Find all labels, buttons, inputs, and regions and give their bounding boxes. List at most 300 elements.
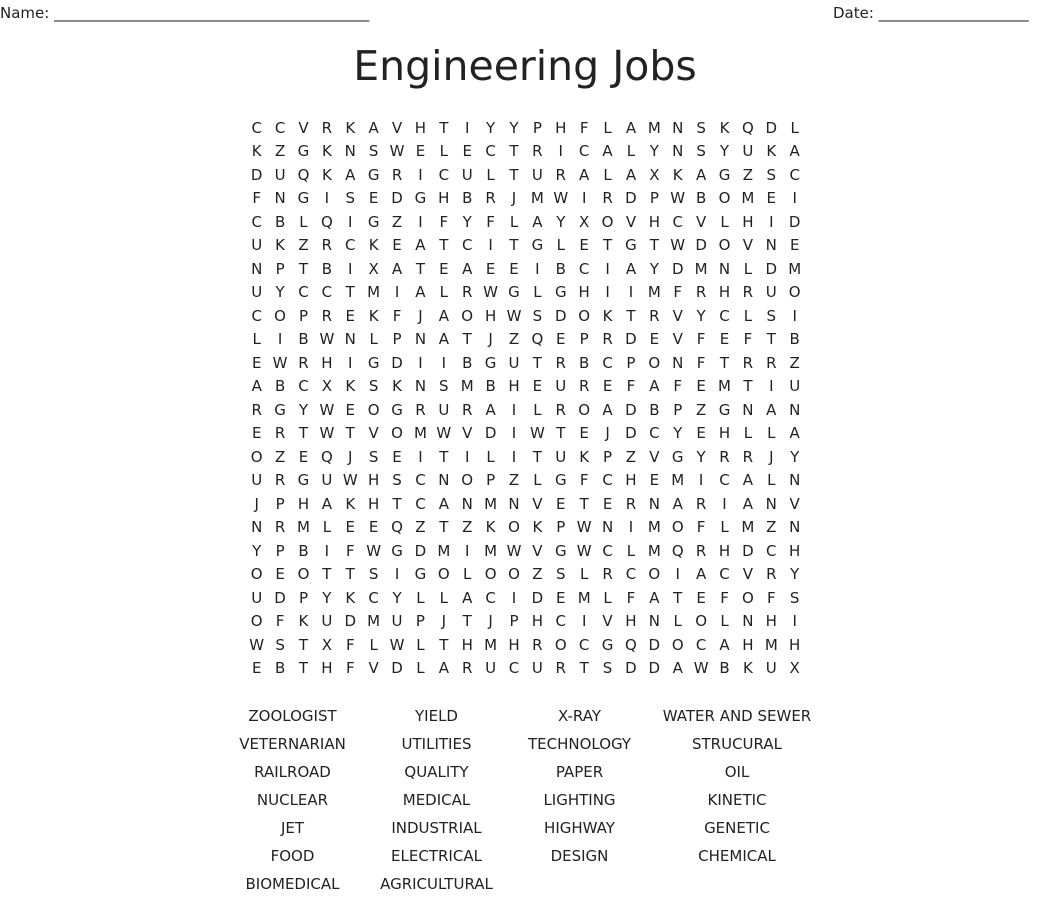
grid-letter: Z (415, 518, 426, 537)
grid-letter: E (556, 330, 566, 349)
word-list-item: DESIGN (550, 847, 609, 865)
grid-letter: H (438, 189, 450, 208)
word-list-item: AGRICULTURAL (380, 875, 493, 893)
grid-letter: T (649, 236, 659, 255)
word-list-item: FOOD (270, 847, 315, 865)
grid-letter: R (742, 283, 754, 302)
grid-letter: V (532, 541, 543, 560)
grid-letter: D (344, 612, 357, 631)
word-list-item: ZOOLOGIST (248, 707, 337, 725)
word-list-item: BIOMEDICAL (245, 875, 340, 893)
grid-letter: D (742, 541, 754, 560)
grid-letter: I (348, 353, 353, 372)
grid-letter: R (602, 330, 613, 349)
grid-letter: V (742, 236, 754, 255)
grid-letter: O (648, 353, 661, 372)
grid-letter: H (531, 612, 544, 631)
grid-letter: T (345, 424, 355, 443)
grid-letter: H (368, 494, 380, 513)
grid-letter: N (438, 471, 450, 490)
word-list-item: PAPER (555, 763, 604, 781)
grid-letter: E (392, 236, 402, 255)
grid-letter: L (416, 659, 425, 678)
grid-letter: S (696, 118, 706, 137)
grid-letter: I (535, 259, 540, 278)
grid-letter: H (742, 635, 754, 654)
grid-letter: N (718, 259, 731, 278)
grid-letter: C (298, 283, 309, 302)
grid-letter: R (649, 306, 660, 325)
grid-letter: W (272, 353, 288, 372)
grid-letter: N (789, 400, 801, 419)
grid-letter: K (368, 236, 379, 255)
grid-letter: C (368, 588, 379, 607)
word-list-item: YIELD (415, 707, 458, 725)
grid-letter: V (695, 212, 707, 231)
grid-letter: I (324, 541, 330, 560)
grid-letter: J (511, 189, 517, 208)
grid-letter: F (579, 471, 589, 490)
grid-letter: A (462, 259, 473, 278)
grid-letter: S (368, 565, 379, 584)
grid-letter: C (695, 635, 707, 654)
grid-letter: L (299, 212, 308, 231)
grid-letter: H (508, 635, 520, 654)
grid-letter: F (743, 330, 753, 349)
grid-letter: E (345, 306, 355, 325)
grid-letter: S (368, 142, 379, 161)
grid-letter: E (415, 142, 426, 161)
grid-letter: O (250, 612, 263, 631)
grid-letter: O (508, 565, 520, 584)
grid-letter: A (415, 236, 426, 255)
grid-letter: I (698, 471, 704, 490)
grid-letter: X (368, 259, 379, 278)
grid-letter: I (792, 306, 797, 325)
grid-letter: N (344, 330, 356, 349)
grid-letter: T (556, 424, 566, 443)
grid-letter: G (554, 541, 567, 560)
grid-letter: K (532, 518, 543, 537)
grid-letter: A (438, 330, 449, 349)
grid-letter: Q (391, 518, 403, 537)
grid-letter: W (319, 330, 335, 349)
grid-letter: T (626, 306, 636, 325)
grid-letter: M (460, 377, 474, 396)
grid-letter: X (321, 377, 332, 396)
grid-letter: T (462, 612, 472, 631)
grid-letter: R (532, 635, 543, 654)
grid-letter: E (532, 377, 543, 396)
grid-letter: L (743, 259, 753, 278)
grid-letter: O (367, 400, 380, 419)
grid-letter: R (251, 400, 262, 419)
grid-letter: A (625, 165, 637, 184)
grid-letter: O (250, 565, 263, 584)
grid-letter: Z (391, 212, 403, 231)
grid-letter: K (672, 165, 683, 184)
grid-letter: O (601, 212, 614, 231)
grid-letter: J (605, 424, 610, 443)
word-list-item: UTILITIES (401, 735, 472, 753)
grid-letter: E (485, 259, 496, 278)
grid-letter: C (766, 541, 777, 560)
grid-letter: L (603, 588, 612, 607)
grid-letter: M (647, 518, 661, 537)
grid-letter: P (579, 330, 589, 349)
grid-letter: I (511, 588, 517, 607)
word-list-item: VETERNARIAN (239, 735, 346, 753)
grid-letter: T (766, 330, 776, 349)
grid-letter: U (508, 353, 520, 372)
grid-letter: C (719, 565, 730, 584)
grid-letter: A (438, 306, 449, 325)
grid-letter: A (391, 259, 403, 278)
grid-letter: Z (789, 353, 800, 372)
grid-letter: L (533, 283, 542, 302)
grid-letter: V (649, 447, 660, 466)
grid-letter: C (415, 471, 426, 490)
grid-letter: F (766, 588, 776, 607)
grid-letter: H (368, 471, 380, 490)
grid-letter: S (602, 659, 613, 678)
grid-letter: R (298, 353, 309, 372)
grid-letter: T (345, 283, 355, 302)
grid-letter: V (672, 306, 683, 325)
grid-letter: L (463, 565, 472, 584)
grid-letter: L (743, 424, 753, 443)
grid-letter: R (461, 659, 473, 678)
grid-letter: L (416, 635, 425, 654)
grid-letter: F (439, 212, 449, 231)
grid-letter: W (249, 635, 265, 654)
grid-letter: C (578, 259, 590, 278)
grid-letter: N (344, 142, 356, 161)
grid-letter: X (321, 635, 332, 654)
grid-letter: M (741, 518, 755, 537)
grid-letter: G (554, 283, 567, 302)
grid-letter: I (628, 283, 634, 302)
grid-letter: R (274, 518, 286, 537)
grid-letter: P (275, 541, 285, 560)
grid-letter: R (274, 471, 286, 490)
grid-letter: C (578, 142, 590, 161)
grid-letter: C (485, 142, 496, 161)
grid-letter: A (602, 142, 613, 161)
grid-letter: S (368, 447, 379, 466)
grid-letter: G (367, 212, 380, 231)
grid-letter: L (509, 212, 519, 231)
grid-letter: F (252, 189, 262, 208)
grid-letter: Q (320, 212, 333, 231)
grid-letter: N (765, 236, 777, 255)
grid-letter: Q (297, 165, 310, 184)
grid-letter: W (389, 142, 405, 161)
grid-letter: N (672, 118, 684, 137)
grid-letter: V (602, 612, 613, 631)
grid-letter: C (274, 118, 286, 137)
grid-letter: B (462, 189, 473, 208)
grid-letter: A (438, 494, 449, 513)
grid-letter: A (672, 659, 683, 678)
grid-letter: V (298, 118, 309, 137)
grid-letter: E (602, 494, 613, 513)
grid-letter: F (392, 306, 402, 325)
grid-letter: P (486, 471, 496, 490)
word-list-item: QUALITY (404, 763, 469, 781)
grid-letter: U (321, 612, 333, 631)
grid-letter: T (322, 565, 332, 584)
grid-letter: R (391, 165, 403, 184)
word-list-item: CHEMICAL (698, 847, 776, 865)
grid-letter: P (649, 189, 659, 208)
grid-letter: A (625, 259, 637, 278)
grid-letter: T (345, 565, 355, 584)
grid-letter: Y (298, 400, 309, 419)
grid-letter: B (789, 330, 800, 349)
grid-letter: Q (531, 330, 544, 349)
grid-letter: M (741, 189, 755, 208)
grid-letter: U (765, 659, 777, 678)
grid-letter: M (694, 259, 708, 278)
grid-letter: H (461, 635, 473, 654)
grid-letter: A (719, 635, 730, 654)
grid-letter: L (626, 541, 636, 560)
grid-letter: N (461, 494, 473, 513)
grid-letter: M (764, 635, 778, 654)
grid-letter: P (275, 259, 285, 278)
grid-letter: E (579, 424, 589, 443)
grid-letter: O (484, 565, 497, 584)
grid-letter: O (391, 424, 403, 443)
grid-letter: S (368, 377, 379, 396)
grid-letter: G (718, 400, 731, 419)
word-list-item: RAILROAD (254, 763, 331, 781)
grid-letter: T (439, 518, 449, 537)
grid-letter: F (696, 353, 706, 372)
grid-letter: L (790, 118, 799, 137)
grid-letter: H (321, 353, 333, 372)
grid-letter: G (414, 189, 427, 208)
grid-letter: F (345, 659, 355, 678)
grid-letter: E (766, 189, 777, 208)
grid-letter: G (391, 400, 403, 419)
grid-letter: T (509, 165, 519, 184)
grid-letter: R (555, 659, 566, 678)
grid-letter: V (789, 494, 800, 513)
grid-letter: A (695, 565, 707, 584)
grid-letter: D (648, 635, 661, 654)
grid-letter: P (392, 330, 402, 349)
grid-letter: S (345, 189, 356, 208)
grid-letter: T (532, 447, 542, 466)
grid-letter: O (250, 447, 263, 466)
grid-letter: A (789, 424, 800, 443)
grid-letter: K (602, 306, 613, 325)
grid-letter: Y (719, 142, 730, 161)
grid-letter: R (695, 541, 707, 560)
grid-letter: M (484, 541, 498, 560)
grid-letter: G (367, 165, 380, 184)
grid-letter: M (413, 424, 427, 443)
grid-letter: Z (532, 565, 543, 584)
grid-letter: M (577, 588, 591, 607)
grid-letter: I (792, 189, 797, 208)
grid-letter: I (792, 612, 797, 631)
grid-letter: T (673, 588, 683, 607)
grid-letter: E (696, 588, 706, 607)
grid-letter: N (274, 189, 286, 208)
grid-letter: L (486, 447, 495, 466)
grid-letter: J (769, 447, 774, 466)
grid-letter: S (696, 142, 706, 161)
grid-letter: E (345, 400, 355, 419)
date-field: Date: ____________________ (833, 4, 1029, 22)
grid-letter: E (368, 518, 379, 537)
grid-letter: R (461, 283, 473, 302)
grid-letter: D (765, 259, 778, 278)
grid-letter: I (441, 353, 447, 372)
grid-letter: I (464, 541, 470, 560)
grid-letter: O (437, 565, 450, 584)
grid-letter: A (251, 377, 262, 396)
grid-letter: P (415, 612, 425, 631)
grid-letter: H (555, 118, 567, 137)
grid-letter: J (488, 330, 493, 349)
grid-letter: Y (790, 447, 800, 466)
grid-letter: T (579, 659, 589, 678)
grid-letter: L (416, 588, 425, 607)
grid-letter: I (722, 494, 727, 513)
grid-letter: W (529, 424, 545, 443)
grid-letter: L (439, 588, 448, 607)
grid-letter: N (251, 518, 263, 537)
grid-letter: T (602, 236, 613, 255)
grid-letter: U (555, 377, 567, 396)
grid-letter: A (649, 588, 660, 607)
name-field: Name: __________________________________________ (0, 4, 370, 22)
grid-letter: Q (625, 635, 637, 654)
grid-letter: L (322, 518, 332, 537)
grid-letter: X (579, 212, 590, 231)
grid-letter: R (485, 189, 496, 208)
grid-letter: R (695, 494, 707, 513)
grid-letter: U (438, 400, 450, 419)
grid-letter: M (367, 612, 381, 631)
grid-letter: K (345, 494, 356, 513)
grid-letter: N (508, 494, 520, 513)
grid-letter: A (532, 212, 543, 231)
grid-letter: J (441, 612, 447, 631)
grid-letter: B (298, 541, 309, 560)
grid-letter: N (414, 330, 427, 349)
grid-letter: I (324, 189, 330, 208)
grid-letter: M (530, 189, 544, 208)
grid-letter: F (579, 118, 589, 137)
grid-letter: K (719, 118, 730, 137)
grid-letter: V (462, 424, 473, 443)
grid-letter: E (251, 424, 262, 443)
grid-letter: W (576, 518, 592, 537)
grid-letter: C (251, 306, 262, 325)
word-list-item: JET (280, 819, 305, 837)
grid-letter: H (648, 212, 660, 231)
grid-letter: L (673, 612, 682, 631)
grid-letter: M (367, 283, 381, 302)
grid-letter: K (485, 518, 496, 537)
grid-letter: S (766, 306, 777, 325)
grid-letter: Z (298, 236, 309, 255)
grid-letter: Z (742, 165, 754, 184)
grid-letter: I (488, 236, 493, 255)
grid-letter: H (578, 283, 590, 302)
grid-letter: N (789, 518, 801, 537)
grid-letter: E (696, 424, 706, 443)
grid-letter: E (789, 236, 800, 255)
grid-letter: R (555, 165, 566, 184)
grid-letter: L (720, 612, 729, 631)
grid-letter: J (348, 447, 353, 466)
grid-letter: F (696, 330, 706, 349)
grid-letter: B (485, 377, 496, 396)
grid-letter: L (533, 400, 542, 419)
grid-letter: A (415, 283, 426, 302)
grid-letter: I (581, 612, 587, 631)
grid-letter: H (789, 541, 801, 560)
grid-letter: C (602, 471, 613, 490)
grid-letter: T (439, 635, 449, 654)
grid-letter: J (418, 306, 423, 325)
grid-letter: S (556, 565, 566, 584)
grid-letter: C (555, 612, 567, 631)
grid-letter: P (298, 588, 308, 607)
grid-letter: S (275, 635, 285, 654)
grid-letter: O (648, 565, 661, 584)
grid-letter: V (672, 330, 683, 349)
grid-letter: U (251, 588, 263, 607)
grid-letter: M (788, 259, 802, 278)
grid-letter: T (743, 377, 753, 396)
grid-letter: O (718, 236, 731, 255)
grid-letter: I (511, 424, 517, 443)
grid-letter: A (462, 588, 473, 607)
grid-letter: A (649, 377, 660, 396)
word-list-item: LIGHTING (543, 791, 616, 809)
grid-letter: C (602, 353, 613, 372)
grid-letter: K (742, 659, 753, 678)
grid-letter: I (418, 212, 423, 231)
grid-letter: B (462, 353, 473, 372)
grid-letter: W (693, 659, 709, 678)
grid-letter: Y (322, 588, 332, 607)
grid-letter: L (486, 165, 495, 184)
grid-letter: N (789, 471, 801, 490)
grid-letter: Z (274, 142, 286, 161)
grid-letter: M (647, 541, 661, 560)
grid-letter: E (368, 189, 379, 208)
grid-letter: U (461, 165, 473, 184)
word-list-item: WATER AND SEWER (662, 707, 812, 725)
grid-letter: O (461, 471, 474, 490)
grid-letter: Y (696, 447, 706, 466)
grid-letter: W (319, 400, 335, 419)
grid-letter: C (251, 118, 262, 137)
grid-letter: W (670, 189, 686, 208)
grid-letter: I (511, 447, 517, 466)
grid-letter: L (556, 236, 565, 255)
grid-letter: J (254, 494, 259, 513)
grid-letter: D (484, 424, 497, 443)
